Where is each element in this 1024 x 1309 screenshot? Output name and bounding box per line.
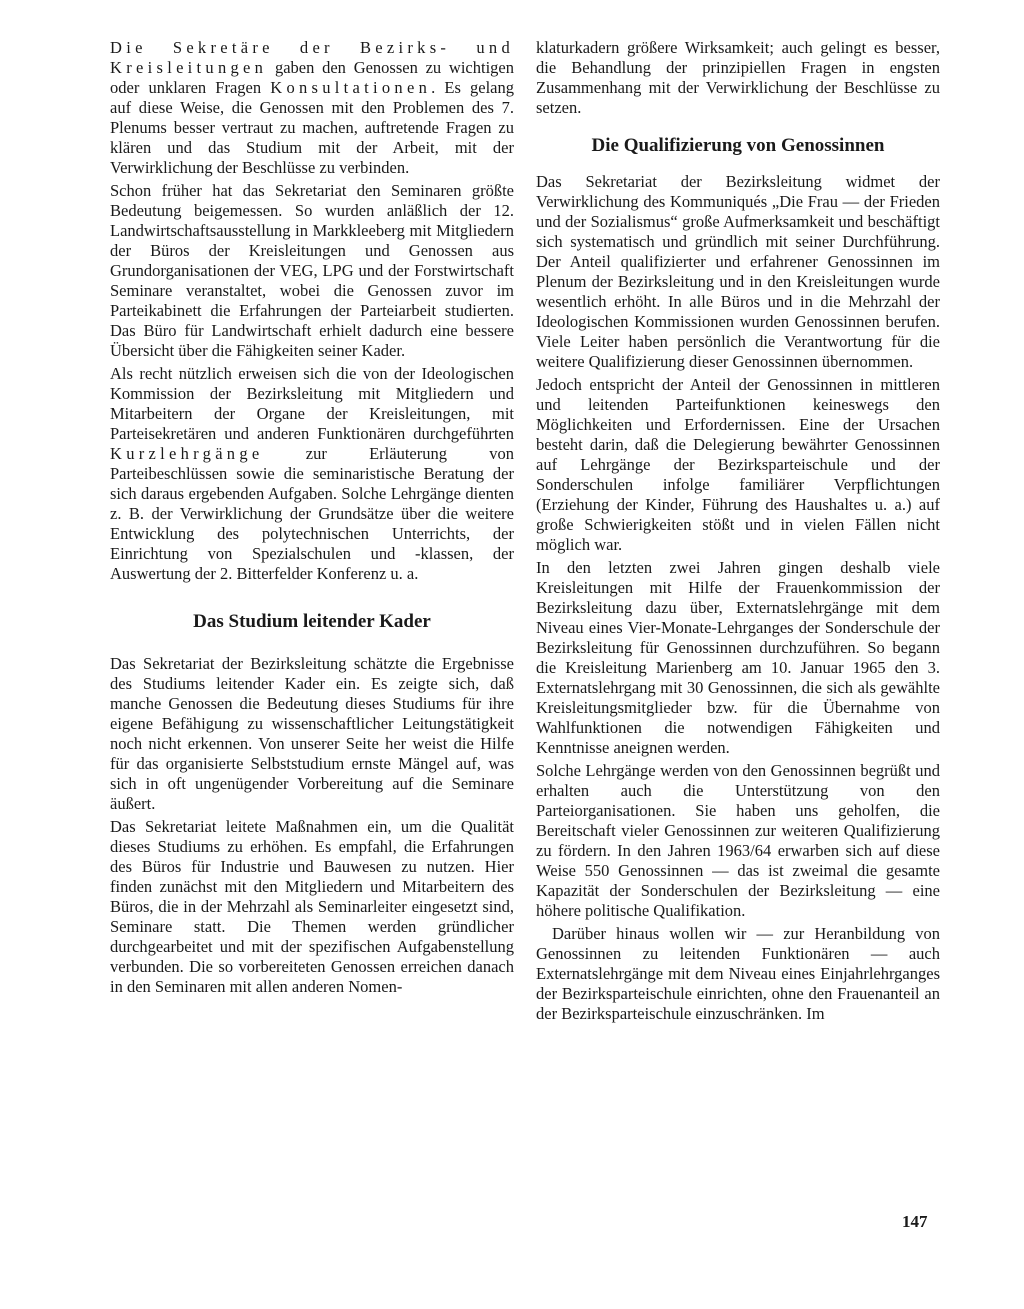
text-run: . Es gelang auf diese Weise, die Genossen mit den Problemen des 7. Plenums besser vertraut zu machen, auftretende Fragen zu klären und das Studium mit der Arbeit, mit der Verwirklichung der Beschlüsse zu verbinden. <box>110 78 514 177</box>
section-heading-qualifizierung-genossinnen: Die Qualifizierung von Genossinnen <box>591 135 885 156</box>
paragraph-externatslehrgaenge: In den letzten zwei Jahren gingen deshalb viele Kreisleitungen mit Hilfe der Frauenkommission der Bezirksleitung dazu über, Externatslehrgänge mit dem Niveau eines Vier-Monate-Lehrganges der Sonderschule der Bezirksleitung für Genossinnen durchzuführen. So begann die Kreisleitung Marienberg am 10. Januar 1965 den 3. Externatslehrgang mit 30 Genossinnen, die sich als gewählte Kreisleitungsmitglieder bzw. für die Übernahme von Wahlfunktionen die notwendigen Fähigkeiten und Kenntnisse aneignen werden. <box>536 558 940 757</box>
right-column <box>536 38 940 1027</box>
paragraph-lehrgaenge-begruesst: Solche Lehrgänge werden von den Genossinnen begrüßt und erhalten auch die Unterstützung von den Parteiorganisationen. Sie haben uns geholfen, die Bereitschaft vieler Genossinnen zur weiteren Qualifizierung zu fördern. In den Jahren 1963/64 erwarben sich auf diese Weise 550 Genossinnen — das ist zweimal die gesamte Kapazität der Sonderschulen der Bezirksleitung — eine höhere politische Qualifikation. <box>536 761 940 920</box>
spaced-emphasis-text: Kurzlehrgänge <box>110 444 264 463</box>
paragraph-nomenklaturkader: klaturkadern größere Wirksamkeit; auch gelingt es besser, die Behandlung der prinzipiellen Fragen in engsten Zusammenhang mit der Verwirklichung der Beschlüsse zu setzen. <box>536 38 940 117</box>
paragraph-ergebnisse-studium: Das Sekretariat der Bezirksleitung schätzte die Ergebnisse des Studiums leitender Kader ein. Es zeigte sich, daß manche Genossen die Bedeutung dieses Studiums für ihre eigene Befähigung zu wissenschaftlicher Leitungstätigkeit noch nicht erkennen. Von unserer Seite her weist die Hilfe für das organisierte Selbststudium ernste Mängel auf, was sich in oft ungenügender Vorbereitung auf die Seminare äußert. <box>110 654 514 813</box>
paragraph-seminare: Schon früher hat das Sekretariat den Seminaren größte Bedeutung beigemessen. So wurden anläßlich der 12. Landwirtschaftsausstellung in Markkleeberg mit Mitgliedern der Büros der Kreisleitungen und Genossen aus Grundorganisationen der VEG, LPG und der Forstwirtschaft Seminare veranstaltet, wobei die Genossen zuvor im Parteikabinett die Erfahrungen der Parteiarbeit studierten. Das Büro für Landwirtschaft erhielt dadurch eine bessere Übersicht über die Fähigkeiten seiner Kader. <box>110 181 514 360</box>
page-number: 147 <box>902 1212 928 1231</box>
paragraph-massnahmen: Das Sekretariat leitete Maßnahmen ein, um die Qualität dieses Studiums zu erhöhen. Es empfahl, die Erfahrungen des Büros für Industrie und Bauwesen zu nutzen. Hier finden zunächst mit den Mitgliedern und Mitarbeitern des Büros, die in der Mehrzahl als Seminarleiter eingesetzt sind, Seminare statt. Die Themen werden gründlicher durchgearbeitet und mit der spezifischen Aufgabenstellung verbunden. Die so vorbereiteten Genossen erreichen danach in den Seminaren mit allen anderen Nomen- <box>110 817 514 996</box>
paragraph-kurzlehrgaenge <box>110 364 514 584</box>
text-run: gaben den Genossen zu wichtigen oder unklaren Fragen <box>110 58 514 97</box>
left-column <box>110 38 514 1000</box>
spaced-emphasis-text: Konsultationen <box>270 78 432 97</box>
text-run: Als recht nützlich erweisen sich die von der Ideologischen Kommission der Bezirksleitung mit Mitgliedern und Mitarbeitern der Organe der Kreisleitungen, mit Parteisekretären und anderen Funktionären durchgeführten <box>110 364 514 443</box>
paragraph-darueber-hinaus: Darüber hinaus wollen wir — zur Heranbildung von Genossinnen zu leitenden Funktionären — auch Externatslehrgänge mit dem Niveau eines Einjahrlehrganges der Bezirksparteischule einrichten, ohne den Frauenanteil an der Bezirksparteischule einzuschränken. Im <box>536 924 940 1023</box>
text-run: zur Erläuterung von Parteibeschlüssen sowie die seminaristische Beratung der sich daraus ergebenden Aufgaben. Solche Lehrgänge dienten z. B. der Verwirklichung der Grundsätze über die weitere Entwicklung des polytechnischen Unterrichts, der Einrichtung von Spezialschulen und -klassen, der Auswertung der 2. Bitterfelder Konferenz u. a. <box>110 444 514 583</box>
paragraph-konsultationen <box>110 38 514 178</box>
section-heading-studium-leitender-kader: Das Studium leitender Kader <box>193 611 431 632</box>
paragraph-anteil-genossinnen: Jedoch entspricht der Anteil der Genossinnen in mittleren und leitenden Parteifunktionen keineswegs den Möglichkeiten und Erfordernissen. Eine der Ursachen besteht darin, daß die Delegierung bewährter Genossinnen auf Lehrgänge der Bezirksparteischule und der Sonderschulen infolge familiärer Verpflichtungen (Erziehung der Kinder, Führung des Haushaltes u. a.) auf große Schwierigkeiten stößt und in vielen Fällen nicht möglich war. <box>536 375 940 554</box>
paragraph-kommunique: Das Sekretariat der Bezirksleitung widmet der Verwirklichung des Kommuniqués „Die Frau — der Frieden und der Sozialismus“ große Aufmerksamkeit und beschäftigt sich systematisch und gründlich mit seiner Durchführung. Der Anteil qualifizierter und erfahrener Genossinnen im Plenum der Bezirksleitung und in den Kreisleitungen wurde wesentlich erhöht. In alle Büros und in die Mehrzahl der Ideologischen Kommissionen wurden Genossinnen berufen. Viele Leiter haben persönlich die Verantwortung für die weitere Qualifizierung dieser Genossinnen übernommen. <box>536 172 940 371</box>
spaced-emphasis-text: Die Sekretäre der Bezirks- und Kreisleitungen <box>110 38 514 77</box>
